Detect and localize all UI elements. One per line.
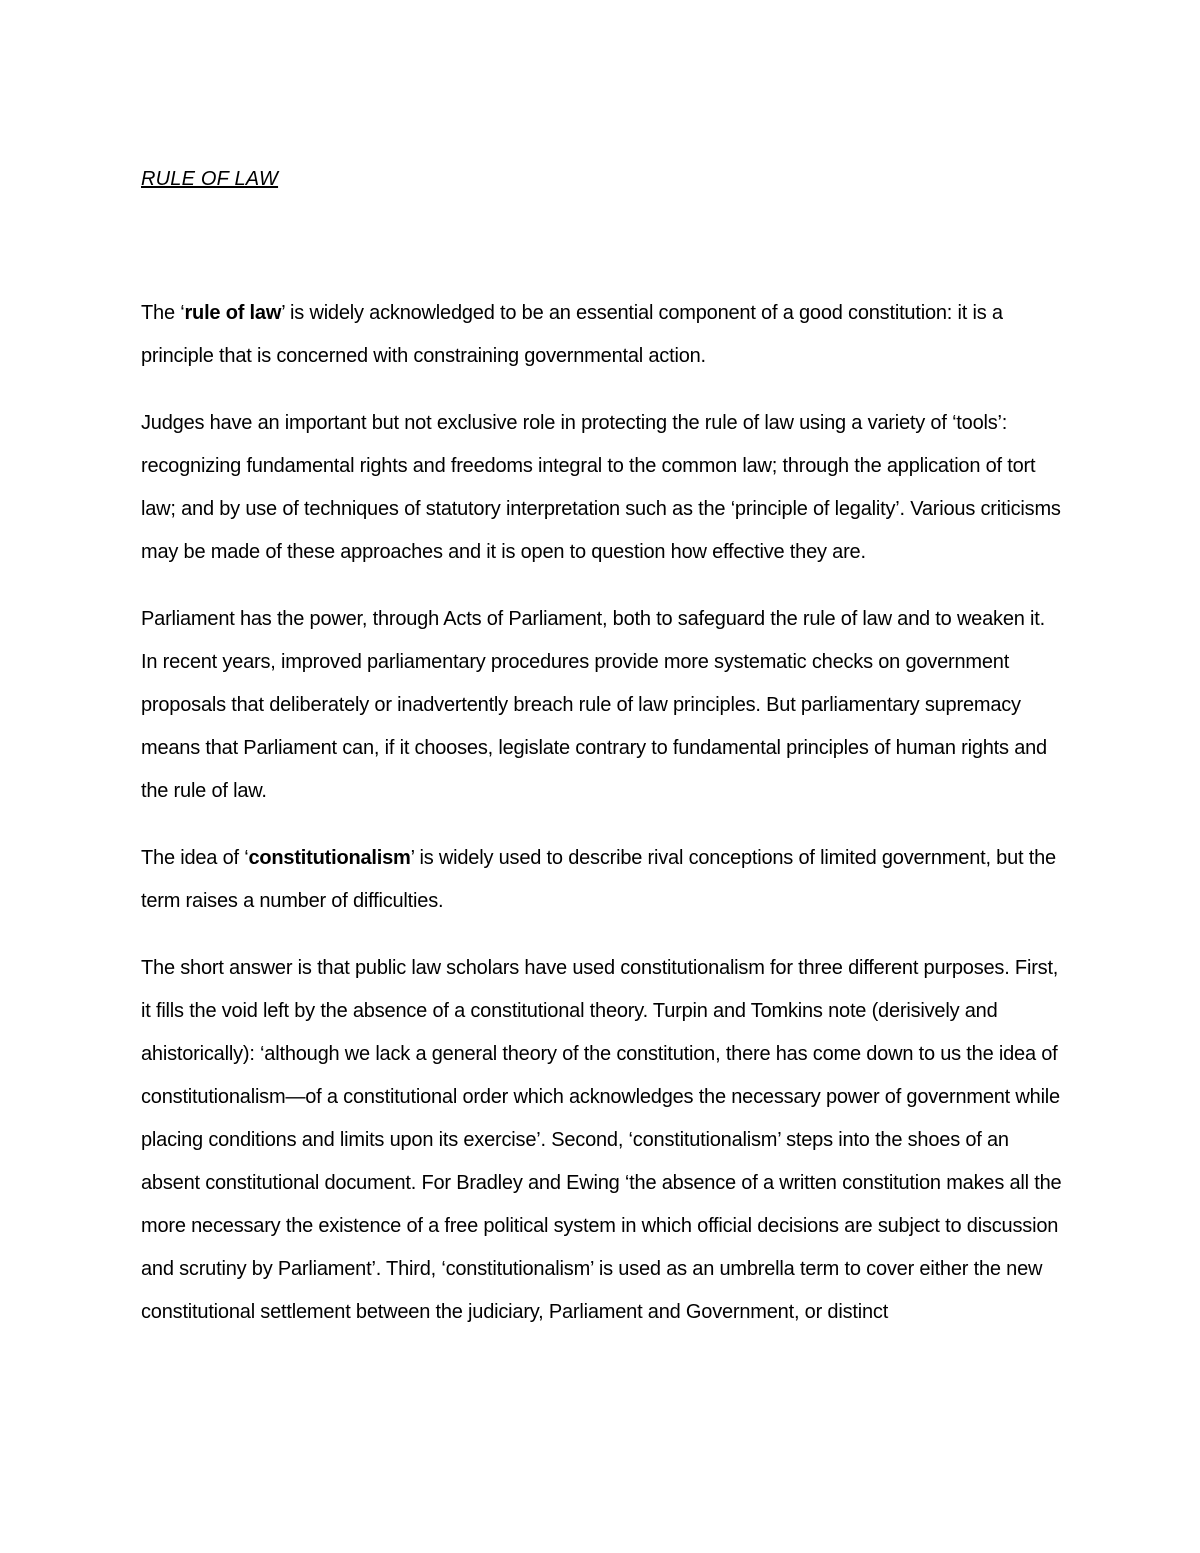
document-title: RULE OF LAW [141, 168, 279, 190]
term-constitutionalism: constitutionalism [248, 847, 411, 869]
paragraph-short-answer: The short answer is that public law scholars have used constitutionalism for three different purposes. First, it fills the void left by the absence of a constitutional theory. Turpin and Tomkins note (derisively and ahistorically): ‘although we lack a general theory of the constitution, there has come down to us the idea of constitutionalism—of a constitutional order which acknowledges the necessary power of government while placing conditions and limits upon its exercise’. Second, ‘constitutionalism’ steps into the shoes of an absent constitutional document. For Bradley and Ewing ‘the absence of a written constitution makes all the more necessary the existence of a free political system in which official decisions are subject to discussion and scrutiny by Parliament’. Third, ‘constitutionalism’ is used as an umbrella term to cover either the new constitutional settlement between the judiciary, Parliament and Government, or distinct [141, 957, 1062, 1323]
paragraph-text: The idea of ‘ [141, 847, 249, 869]
paragraph-text: ’ is widely used to describe rival conceptions of limited government, but the term raises a number of difficulties. [141, 847, 1056, 912]
term-rule-of-law: rule of law [184, 302, 282, 324]
paragraph-parliament: Parliament has the power, through Acts of Parliament, both to safeguard the rule of law and to weaken it. In recent years, improved parliamentary procedures provide more systematic checks on government proposals that deliberately or inadvertently breach rule of law principles. But parliamentary supremacy means that Parliament can, if it chooses, legislate contrary to fundamental principles of human rights and the rule of law. [141, 608, 1047, 802]
paragraph-constitutionalism-intro [141, 837, 1066, 923]
document-body [141, 292, 1066, 1358]
paragraph-rule-of-law-intro [141, 292, 1066, 378]
paragraph-judges: Judges have an important but not exclusive role in protecting the rule of law using a variety of ‘tools’: recognizing fundamental rights and freedoms integral to the common law; through the application of tort law; and by use of techniques of statutory interpretation such as the ‘principle of legality’. Various criticisms may be made of these approaches and it is open to question how effective they are. [141, 412, 1061, 563]
paragraph-text: ’ is widely acknowledged to be an essential component of a good constitution: it is a principle that is concerned with constraining governmental action. [141, 302, 1003, 367]
paragraph-text: The ‘ [141, 302, 185, 324]
